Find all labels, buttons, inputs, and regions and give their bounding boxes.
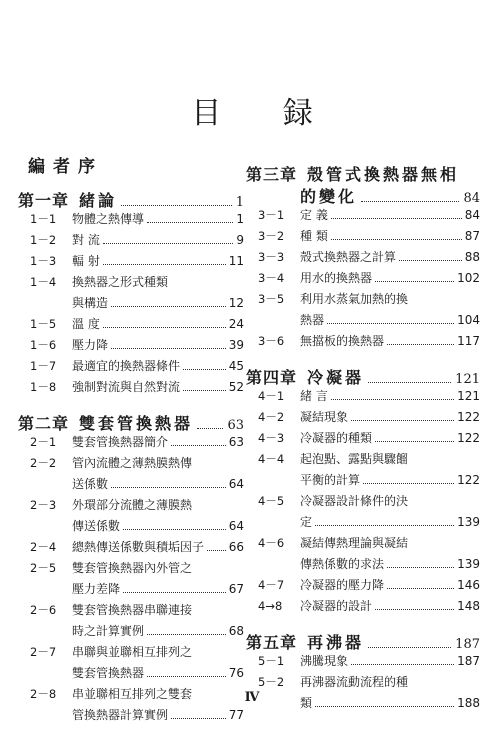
- leader-dots: [331, 218, 462, 219]
- toc-chapter[interactable]: [246, 162, 480, 184]
- chapter-title: 再沸器: [307, 633, 365, 652]
- leader-dots: [111, 348, 226, 349]
- toc-entry-continued[interactable]: [300, 555, 480, 576]
- toc-entry-continued[interactable]: [72, 475, 244, 496]
- page-ref: 64: [228, 477, 244, 491]
- leader-dots: [207, 550, 226, 551]
- section-number: 1－4: [30, 275, 57, 289]
- section-title: 定 義: [300, 208, 328, 222]
- page-ref: 52: [228, 380, 244, 394]
- chapter-title: 冷凝器: [307, 368, 365, 387]
- section-title: 總熱傳送係數與積垢因子: [72, 540, 205, 554]
- chapter-title: 殼管式換熱器無相: [307, 165, 460, 184]
- section-title: 輻 射: [72, 254, 100, 268]
- toc-entry[interactable]: [30, 559, 244, 580]
- leader-dots: [375, 441, 454, 442]
- toc-entry[interactable]: [258, 652, 480, 673]
- section-number: 3－4: [258, 271, 285, 285]
- section-title: 管內流體之薄熱膜熱傳: [72, 456, 193, 470]
- section-number: 2－7: [30, 645, 57, 659]
- toc-right-list: [246, 162, 480, 715]
- page-ref: 9: [236, 233, 244, 247]
- section-title: 殼式換熱器之計算: [300, 250, 397, 264]
- toc-entry[interactable]: [30, 643, 244, 664]
- toc-entry[interactable]: [30, 231, 244, 252]
- section-number: 4－2: [258, 410, 285, 424]
- leader-dots: [147, 676, 226, 677]
- section-number: 4－5: [258, 494, 285, 508]
- page-ref: 67: [228, 582, 244, 596]
- leader-dots: [387, 588, 454, 589]
- section-title: 雙套管換熱器簡介: [72, 435, 169, 449]
- toc-entry-continued[interactable]: [300, 311, 480, 332]
- leader-dots: [375, 281, 454, 282]
- leader-dots: [111, 487, 226, 488]
- section-title-continued: 壓力差降: [72, 582, 121, 596]
- section-title: 冷凝器設計條件的決: [300, 494, 409, 508]
- leader-dots: [123, 592, 226, 593]
- toc-entry[interactable]: [258, 332, 480, 353]
- leader-dots: [197, 428, 223, 429]
- page-ref: 84: [464, 208, 480, 222]
- toc-left-column: [18, 150, 244, 727]
- toc-entry[interactable]: [30, 433, 244, 454]
- section-number: 1－6: [30, 338, 57, 352]
- page-ref: 12: [228, 296, 244, 310]
- page-ref: 76: [228, 666, 244, 680]
- page-title: 目 録: [191, 96, 339, 131]
- section-title-continued: 傳送係數: [72, 519, 121, 533]
- section-number: 4－1: [258, 389, 285, 403]
- section-title-continued: 與構造: [72, 296, 109, 310]
- toc-entry[interactable]: [30, 252, 244, 273]
- page-ref: 77: [228, 708, 244, 722]
- section-title: 強制對流與自然對流: [72, 380, 181, 394]
- toc-entry[interactable]: [30, 601, 244, 622]
- leader-dots: [121, 205, 232, 206]
- leader-dots: [368, 647, 451, 648]
- chapter-title: 雙套管換熱器: [79, 414, 194, 433]
- toc-right-column: [246, 150, 480, 715]
- leader-dots: [315, 525, 454, 526]
- toc-entry-continued[interactable]: [72, 664, 244, 685]
- toc-entry[interactable]: [30, 496, 244, 517]
- leader-dots: [375, 609, 454, 610]
- toc-entry[interactable]: [30, 378, 244, 399]
- page-ref: 68: [228, 624, 244, 638]
- toc-entry-continued[interactable]: [300, 471, 480, 492]
- section-number: 2－3: [30, 498, 57, 512]
- leader-dots: [368, 382, 451, 383]
- section-number: 3－1: [258, 208, 285, 222]
- section-title: 利用水蒸氣加熱的換: [300, 292, 409, 306]
- page-ref: 39: [228, 338, 244, 352]
- toc-entry[interactable]: [258, 269, 480, 290]
- page-number: Ⅳ: [244, 690, 260, 705]
- page-ref: 188: [457, 696, 480, 710]
- chapter-number: 第三章: [246, 165, 298, 184]
- section-number: 3－2: [258, 229, 285, 243]
- leader-dots: [351, 664, 454, 665]
- section-number: 2－6: [30, 603, 57, 617]
- toc-entry-continued[interactable]: [72, 622, 244, 643]
- leader-dots: [327, 323, 454, 324]
- toc-entry-continued[interactable]: [72, 580, 244, 601]
- leader-dots: [103, 264, 226, 265]
- chapter-number: 第一章: [18, 191, 70, 210]
- page-ref: 148: [457, 599, 480, 613]
- page-ref: 63: [227, 418, 244, 433]
- section-title: 壓力降: [72, 338, 109, 352]
- page-ref: 139: [457, 515, 480, 529]
- section-title: 最適宜的換熱器條件: [72, 359, 181, 373]
- toc-chapter[interactable]: [246, 365, 480, 387]
- toc-entry-continued[interactable]: [72, 706, 244, 727]
- leader-dots: [183, 390, 226, 391]
- toc-entry[interactable]: [258, 227, 480, 248]
- section-title: 再沸器流動流程的種: [300, 675, 409, 689]
- leader-dots: [351, 420, 454, 421]
- toc-left-list: [18, 188, 244, 727]
- page-ref: 146: [457, 578, 480, 592]
- toc-entry[interactable]: [258, 597, 480, 618]
- page-ref: 88: [464, 250, 480, 264]
- toc-entry[interactable]: [258, 387, 480, 408]
- section-title-continued: 類: [300, 696, 313, 710]
- page-ref: 45: [228, 359, 244, 373]
- page-ref: 122: [457, 473, 480, 487]
- leader-dots: [103, 243, 234, 244]
- section-number: 5－2: [258, 675, 285, 689]
- toc-entry[interactable]: [258, 206, 480, 227]
- section-title: 雙套管換熱器串聯連接: [72, 603, 193, 617]
- toc-entry[interactable]: [30, 315, 244, 336]
- leader-dots: [123, 529, 226, 530]
- toc-entry[interactable]: [258, 576, 480, 597]
- toc-entry[interactable]: [258, 408, 480, 429]
- toc-entry-continued[interactable]: [72, 294, 244, 315]
- page-ref: 63: [228, 435, 244, 449]
- page-ref: 187: [455, 637, 480, 652]
- page-ref: 121: [455, 372, 480, 387]
- section-title: 冷凝器的壓力降: [300, 578, 385, 592]
- page-ref: 66: [228, 540, 244, 554]
- toc-entry-continued[interactable]: [300, 513, 480, 534]
- section-title-continued: 管換熱器計算實例: [72, 708, 169, 722]
- section-number: 2－1: [30, 435, 57, 449]
- section-title-continued: 熱器: [300, 313, 325, 327]
- section-number: 3－5: [258, 292, 285, 306]
- section-title: 外環部分流體之薄膜熱: [72, 498, 193, 512]
- section-title-continued: 時之計算實例: [72, 624, 145, 638]
- section-number: 1－2: [30, 233, 57, 247]
- leader-dots: [331, 399, 454, 400]
- leader-dots: [361, 201, 459, 202]
- section-number: 1－7: [30, 359, 57, 373]
- page-ref: 102: [457, 271, 480, 285]
- leader-dots: [103, 327, 226, 328]
- leader-dots: [147, 634, 226, 635]
- section-title: 換熱器之形式種類: [72, 275, 169, 289]
- toc-entry[interactable]: [30, 538, 244, 559]
- page-ref: 1: [235, 195, 244, 210]
- section-number: 1－8: [30, 380, 57, 394]
- section-number: 2－8: [30, 687, 57, 701]
- section-number: 4－3: [258, 431, 285, 445]
- section-number: 4→8: [258, 599, 283, 613]
- chapter-number: 第四章: [246, 368, 298, 387]
- section-number: 1－5: [30, 317, 57, 331]
- leader-dots: [331, 239, 462, 240]
- toc-entry[interactable]: [258, 429, 480, 450]
- page-ref: 121: [457, 389, 480, 403]
- page-ref: 64: [228, 519, 244, 533]
- section-title-continued: 平衡的計算: [300, 473, 361, 487]
- page-ref: 187: [457, 654, 480, 668]
- toc-entry[interactable]: [258, 248, 480, 269]
- page-ref: 24: [228, 317, 244, 331]
- toc-entry[interactable]: [258, 534, 480, 555]
- leader-dots: [183, 369, 226, 370]
- page-ref: 117: [457, 334, 480, 348]
- section-title-continued: 定: [300, 515, 313, 529]
- section-number: 2－5: [30, 561, 57, 575]
- page-ref: 122: [457, 410, 480, 424]
- toc-entry[interactable]: [258, 492, 480, 513]
- section-title: 沸騰現象: [300, 654, 349, 668]
- page-ref: 87: [464, 229, 480, 243]
- chapter-number: 第二章: [18, 414, 70, 433]
- toc-entry[interactable]: [30, 357, 244, 378]
- section-title: 凝結傳熱理論與凝結: [300, 536, 409, 550]
- section-number: 1－3: [30, 254, 57, 268]
- toc-entry[interactable]: [30, 210, 244, 231]
- section-title: 種 類: [300, 229, 328, 243]
- leader-dots: [171, 445, 226, 446]
- toc-entry[interactable]: [30, 336, 244, 357]
- section-title-continued: 雙套管換熱器: [72, 666, 145, 680]
- section-title: 凝結現象: [300, 410, 349, 424]
- section-number: 2－4: [30, 540, 57, 554]
- section-title: 冷凝器的設計: [300, 599, 373, 613]
- section-title: 物體之熱傳導: [72, 212, 145, 226]
- leader-dots: [171, 718, 226, 719]
- section-title: 緒 言: [300, 389, 328, 403]
- toc-entry[interactable]: [30, 454, 244, 475]
- toc-chapter-continued[interactable]: [300, 184, 480, 206]
- toc-chapter[interactable]: [18, 411, 244, 433]
- toc-entry[interactable]: [258, 450, 480, 471]
- leader-dots: [111, 306, 226, 307]
- toc-chapter[interactable]: [18, 188, 244, 210]
- toc-chapter[interactable]: [246, 630, 480, 652]
- chapter-number: 第五章: [246, 633, 298, 652]
- section-title: 串並聯相互排列之雙套: [72, 687, 193, 701]
- section-title-continued: 送係數: [72, 477, 109, 491]
- leader-dots: [147, 222, 233, 223]
- toc-entry[interactable]: [258, 290, 480, 311]
- section-number: 4－4: [258, 452, 285, 466]
- preface-heading: 編者序: [28, 157, 103, 177]
- page-ref: 104: [457, 313, 480, 327]
- section-number: 1－1: [30, 212, 57, 226]
- leader-dots: [387, 344, 454, 345]
- toc-entry[interactable]: [30, 273, 244, 294]
- page-ref: 122: [457, 431, 480, 445]
- page-ref: 11: [228, 254, 244, 268]
- leader-dots: [399, 260, 462, 261]
- page-ref: 139: [457, 557, 480, 571]
- section-number: 5－1: [258, 654, 285, 668]
- section-title-continued: 傳熱係數的求法: [300, 557, 385, 571]
- section-title: 無擋板的換熱器: [300, 334, 385, 348]
- leader-dots: [315, 706, 454, 707]
- section-title: 用水的換熱器: [300, 271, 373, 285]
- leader-dots: [387, 567, 454, 568]
- leader-dots: [363, 483, 454, 484]
- section-title: 溫 度: [72, 317, 100, 331]
- toc-entry-continued[interactable]: [72, 517, 244, 538]
- section-title: 冷凝器的種類: [300, 431, 373, 445]
- section-title: 起泡點、露點與驟餾: [300, 452, 409, 466]
- section-number: 4－6: [258, 536, 285, 550]
- chapter-title-continued: 的變化: [300, 187, 358, 206]
- page-ref: 1: [236, 212, 244, 226]
- chapter-title: 緒論: [79, 191, 118, 210]
- section-title: 雙套管換熱器內外管之: [72, 561, 193, 575]
- section-number: 3－6: [258, 334, 285, 348]
- section-title: 對 流: [72, 233, 100, 247]
- page-ref: 84: [463, 191, 480, 206]
- section-number: 3－3: [258, 250, 285, 264]
- section-number: 2－2: [30, 456, 57, 470]
- section-title: 串聯與並聯相互排列之: [72, 645, 193, 659]
- section-number: 4－7: [258, 578, 285, 592]
